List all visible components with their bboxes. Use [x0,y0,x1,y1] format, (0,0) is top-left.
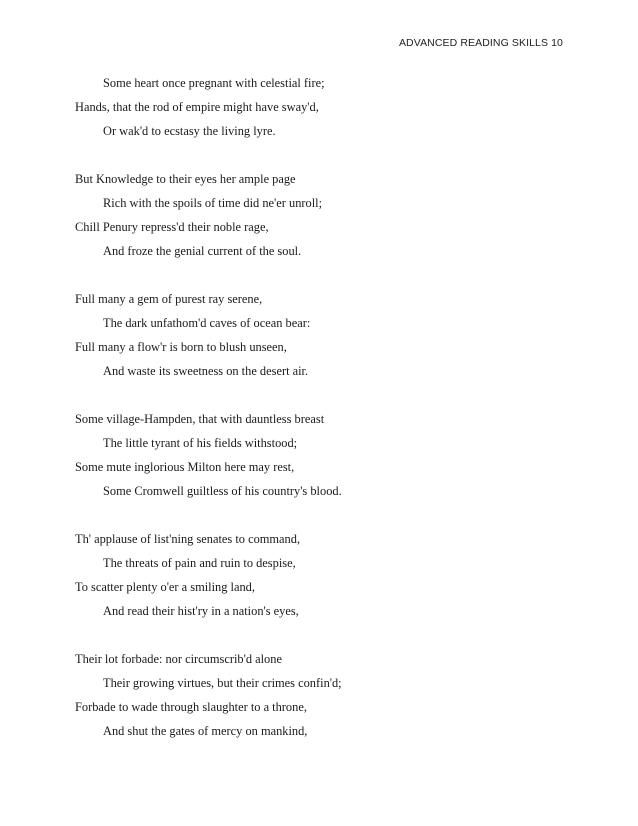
poem-line: Some village-Hampden, that with dauntless breast [75,412,325,426]
poem-line: And shut the gates of mercy on mankind, [103,724,308,738]
poem-line: Th' applause of list'ning senates to command, [75,532,301,546]
poem-line: Chill Penury repress'd their noble rage, [75,220,269,234]
stanza [75,287,575,383]
poem-line: To scatter plenty o'er a smiling land, [75,580,255,594]
poem-line: And read their hist'ry in a nation's eyes, [103,604,299,618]
poem-line: Full many a flow'r is born to blush unseen, [75,340,287,354]
stanza [75,167,575,263]
poem-line: The threats of pain and ruin to despise, [103,556,296,570]
poem-line: Forbade to wade through slaughter to a throne, [75,700,307,714]
poem-line: And waste its sweetness on the desert air. [103,364,309,378]
poem-line: Some heart once pregnant with celestial fire; [103,76,325,90]
stanza [75,647,575,743]
poem-line: Rich with the spoils of time did ne'er unroll; [103,196,323,210]
poem-line: The dark unfathom'd caves of ocean bear: [103,316,311,330]
poem-line: Their lot forbade: nor circumscrib'd alone [75,652,282,666]
poem-line: The little tyrant of his fields withstood; [103,436,298,450]
poem-line: And froze the genial current of the soul. [103,244,302,258]
stanza [75,407,575,503]
poem-line: Hands, that the rod of empire might have sway'd, [75,100,319,114]
stanza [75,527,575,623]
poem-line: But Knowledge to their eyes her ample page [75,172,296,186]
stanza [75,71,575,143]
running-header: ADVANCED READING SKILLS 10 [398,37,563,49]
poem-line: Full many a gem of purest ray serene, [75,292,263,306]
poem-line: Some mute inglorious Milton here may rest, [75,460,295,474]
poem-line: Their growing virtues, but their crimes confin'd; [103,676,342,690]
poem-body [75,71,575,767]
poem-line: Some Cromwell guiltless of his country's blood. [103,484,342,498]
poem-line: Or wak'd to ecstasy the living lyre. [103,124,276,138]
